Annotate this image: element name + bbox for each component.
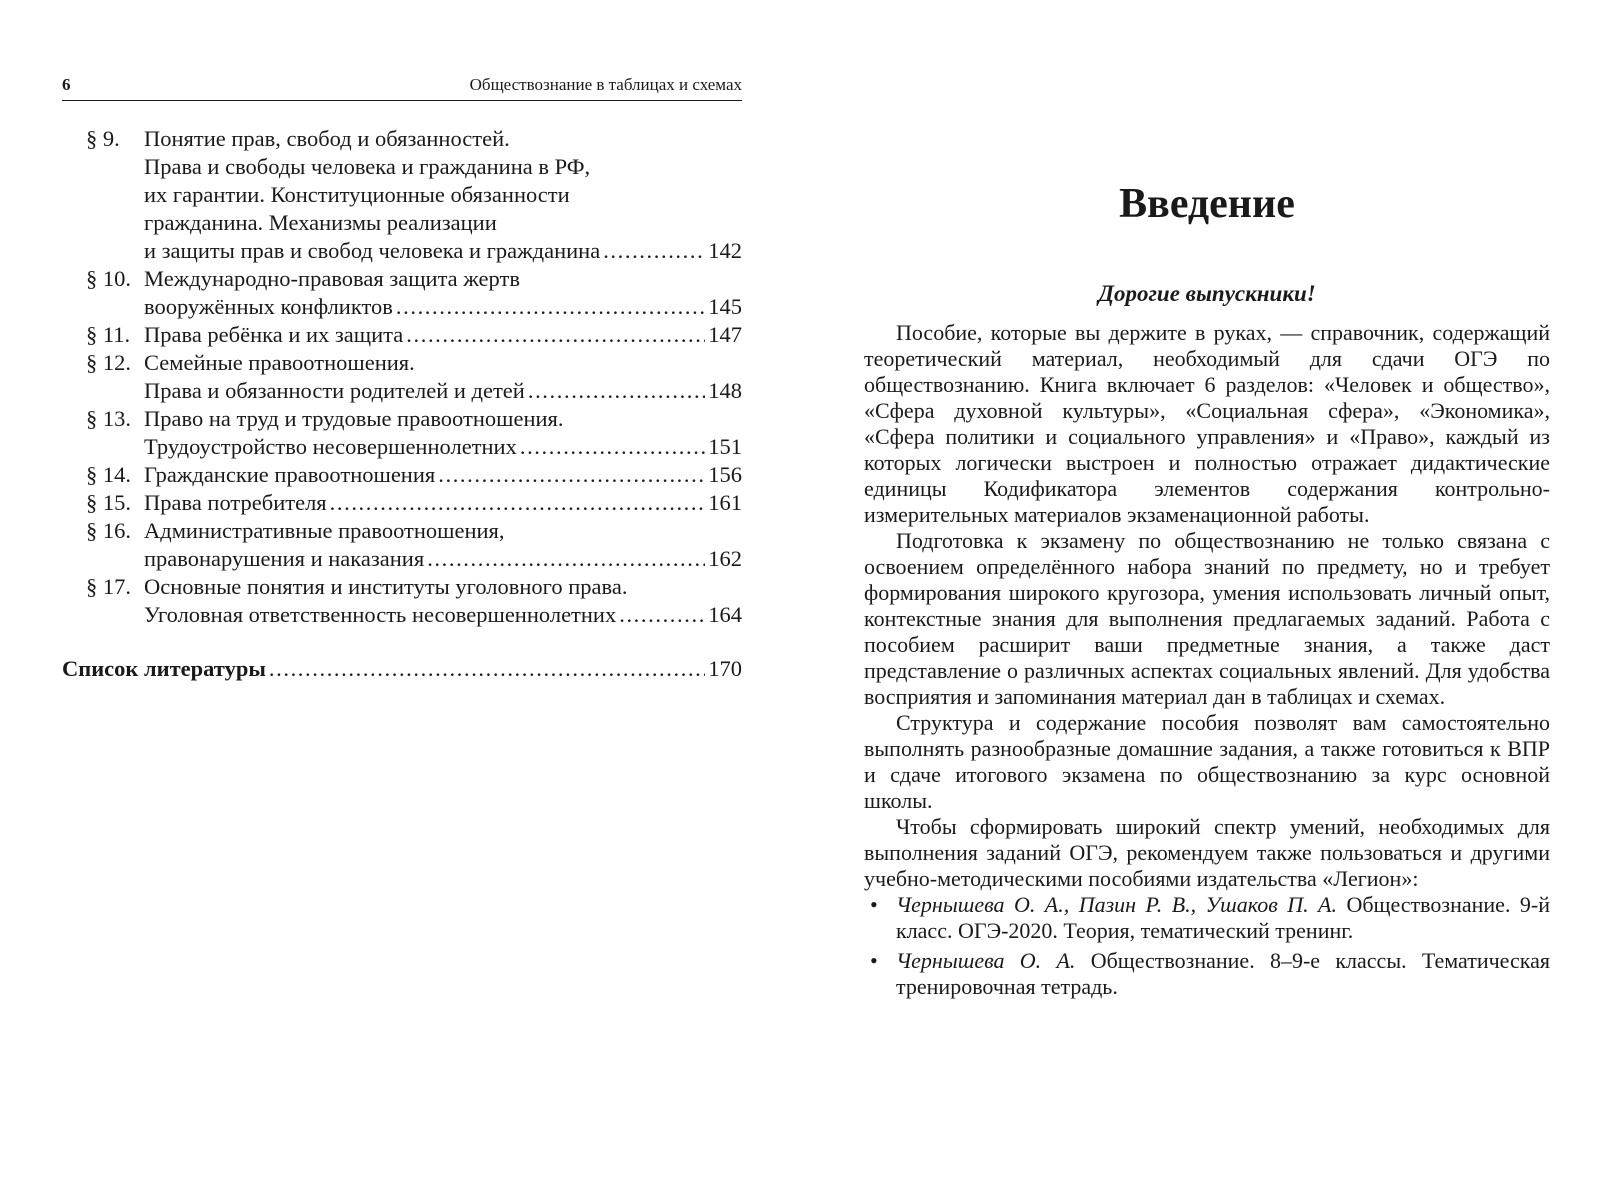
toc-entry-last-line: вооружённых конфликтов: [144, 294, 393, 319]
toc-entry-number: § 9.: [86, 126, 120, 151]
toc-dot-leader: [427, 545, 705, 573]
toc-dot-leader: [603, 237, 705, 265]
greeting-heading: Дорогие выпускники!: [1098, 281, 1316, 306]
toc-entry-17[interactable]: [62, 573, 742, 629]
toc-page-number: 147: [708, 322, 742, 347]
toc-entry-number: § 12.: [86, 350, 131, 375]
book-authors: Чернышева О. А., Пазин Р. В., Ушаков П. А.: [896, 892, 1347, 917]
toc-page-number: 156: [708, 462, 742, 487]
toc-entry-line: Основные понятия и институты уголовного права.: [144, 574, 628, 599]
paragraph: Подготовка к экзамену по обществознанию не только связана с освоением определённого набора знаний по предмету, но и требует формирования широкого кругозора, умения использовать личный опыт, контекстные знания для выполнения предлагаемых заданий. Работа с пособием расширит ваши предметные знания, а также даст представление о различных аспектах социальных явлений. Для удобства восприятия и запоминания материал дан в таблицах и схемах.: [864, 528, 1550, 709]
toc-page-number: 145: [708, 294, 742, 319]
running-head: [62, 74, 742, 101]
toc-entry-last-line: Трудоустройство несовершеннолетних: [144, 434, 517, 459]
toc-dot-leader: [528, 377, 705, 405]
toc-entry-line: Международно-правовая защита жертв: [144, 266, 520, 291]
toc-page-number: 164: [708, 602, 742, 627]
toc-page-number: 151: [708, 434, 742, 459]
list-item: [864, 892, 1550, 944]
toc-dot-leader: [438, 461, 705, 489]
bibliography-label: Список литературы: [62, 656, 266, 681]
toc-entry-line: их гарантии. Конституционные обязанности: [144, 182, 570, 207]
toc-entry-number: § 13.: [86, 406, 131, 431]
toc-entry-line: Административные правоотношения,: [144, 518, 505, 543]
toc-entry-last-line: Права и обязанности родителей и детей: [144, 378, 525, 403]
toc-entry-last-line: Права потребителя: [144, 490, 327, 515]
toc-dot-leader: [520, 433, 705, 461]
toc-entry-16[interactable]: [62, 517, 742, 573]
toc-entry-10[interactable]: [62, 265, 742, 321]
toc-entry-14[interactable]: [62, 461, 742, 489]
toc-entry-number: § 17.: [86, 574, 131, 599]
toc-entry-line: Понятие прав, свобод и обязанностей.: [144, 126, 510, 151]
toc-entry-last-line: Гражданские правоотношения: [144, 462, 436, 487]
toc-dot-leader: [619, 601, 705, 629]
toc-page-number: 148: [708, 378, 742, 403]
toc-entry-last-line: и защиты прав и свобод человека и гражданина: [144, 238, 601, 263]
toc-entry-number: § 10.: [86, 266, 131, 291]
toc-dot-leader: [396, 293, 705, 321]
toc-entry-line: Права и свободы человека и гражданина в РФ,: [144, 154, 591, 179]
toc-entry-number: § 16.: [86, 518, 131, 543]
toc-entry-line: гражданина. Механизмы реализации: [144, 210, 497, 235]
bullet-icon: •: [870, 948, 878, 973]
running-title: Обществознание в таблицах и схемах: [469, 75, 742, 94]
toc-entry-last-line: правонарушения и наказания: [144, 546, 425, 571]
paragraph: Структура и содержание пособия позволят вам самостоятельно выполнять разнообразные домашние задания, а также готовиться к ВПР и сдаче итогового экзамена по обществознанию за курс основной школы.: [864, 710, 1550, 813]
book-title: Обществознание. 8–9-е классы. Тематическая тренировочная тетрадь.: [896, 948, 1550, 999]
toc-page-number: 142: [708, 238, 742, 263]
toc-entry-bibliography[interactable]: [62, 655, 742, 683]
toc-dot-leader: [269, 655, 705, 683]
left-page: [62, 74, 742, 683]
paragraph: Чтобы сформировать широкий спектр умений, необходимых для выполнения заданий ОГЭ, рекомендуем также пользоваться и другими учебно-методическими пособиями издательства «Легион»:: [864, 814, 1550, 891]
book-title: Обществознание. 9-й класс. ОГЭ-2020. Теория, тематический тренинг.: [896, 892, 1550, 943]
toc-entry-number: § 15.: [86, 490, 131, 515]
toc-page-number: 162: [708, 546, 742, 571]
book-authors: Чернышева О. А.: [896, 948, 1091, 973]
toc-entry-last-line: Права ребёнка и их защита: [144, 322, 404, 347]
toc-entry-12[interactable]: [62, 349, 742, 405]
recommended-books-list: [864, 892, 1550, 1000]
toc-entry-11[interactable]: [62, 321, 742, 349]
toc-dot-leader: [406, 321, 705, 349]
list-item: [864, 948, 1550, 1000]
toc-entry-last-line: Уголовная ответственность несовершеннолетних: [144, 602, 617, 627]
chapter-title: Введение: [1119, 181, 1295, 227]
toc-entry-line: Право на труд и трудовые правоотношения.: [144, 406, 564, 431]
right-page: [864, 178, 1550, 1004]
toc-page-number: 170: [708, 656, 742, 681]
toc-page-number: 161: [708, 490, 742, 515]
page-number: 6: [62, 75, 71, 94]
toc-entry-15[interactable]: [62, 489, 742, 517]
toc-dot-leader: [330, 489, 706, 517]
toc-entry-9[interactable]: [62, 125, 742, 265]
bullet-icon: •: [870, 892, 878, 917]
toc-entry-line: Семейные правоотношения.: [144, 350, 415, 375]
table-of-contents: [62, 125, 742, 629]
toc-entry-13[interactable]: [62, 405, 742, 461]
toc-entry-number: § 14.: [86, 462, 131, 487]
toc-entry-number: § 11.: [86, 322, 131, 347]
paragraph: Пособие, которые вы держите в руках, — справочник, содержащий теоретический материал, необходимый для сдачи ОГЭ по обществознанию. Книга включает 6 разделов: «Человек и общество», «Сфера духовной культуры», «Социальная сфера», «Экономика», «Сфера политики и социального управления» и «Право», каждый из которых логически выстроен и полностью отражает дидактические единицы Кодификатора элементов содержания контрольно-измерительных материалов экзаменационной работы.: [864, 320, 1550, 527]
